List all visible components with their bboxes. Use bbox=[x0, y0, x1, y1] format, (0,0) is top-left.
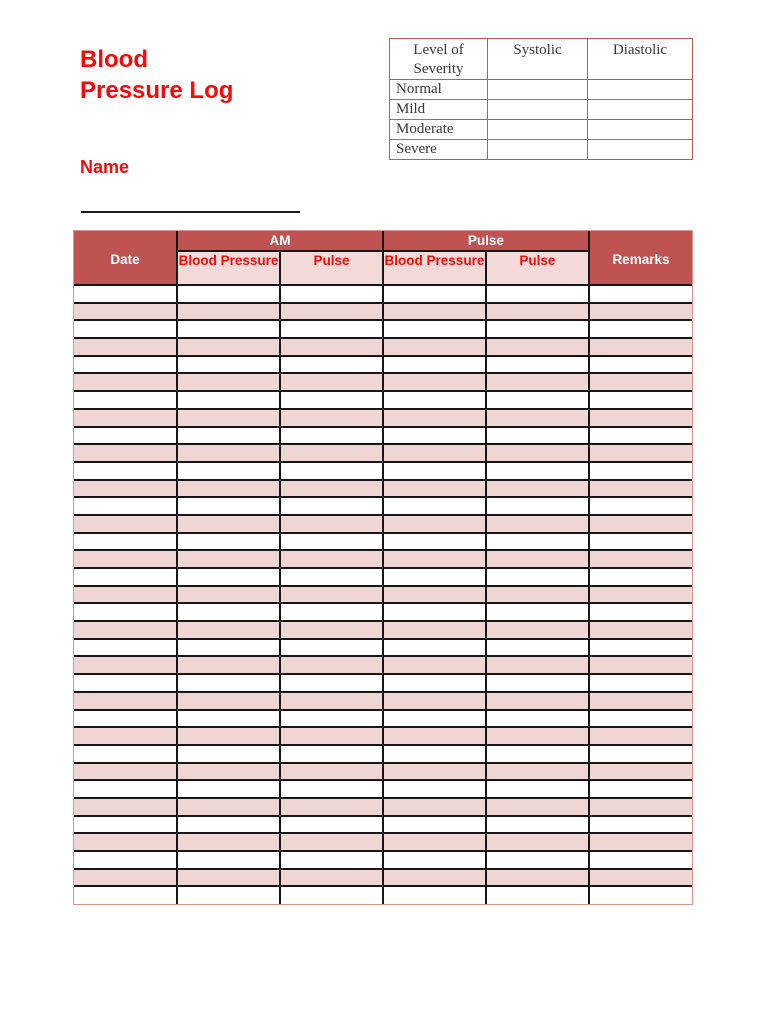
log-subheader-am-blood-pressure: Blood Pressure bbox=[177, 251, 280, 285]
log-cell-date bbox=[74, 727, 177, 745]
log-cell-pulse-blood-pressure bbox=[383, 603, 486, 621]
severity-header-systolic: Systolic bbox=[488, 39, 588, 80]
log-cell-pulse-blood-pressure bbox=[383, 356, 486, 374]
log-cell-pulse-pulse bbox=[486, 869, 589, 887]
log-cell-remarks bbox=[589, 373, 692, 391]
log-cell-am-blood-pressure bbox=[177, 480, 280, 498]
log-cell-am-blood-pressure bbox=[177, 550, 280, 568]
log-cell-pulse-blood-pressure bbox=[383, 444, 486, 462]
log-cell-pulse-blood-pressure bbox=[383, 639, 486, 657]
log-cell-pulse-pulse bbox=[486, 320, 589, 338]
log-cell-am-pulse bbox=[280, 497, 383, 515]
severity-row-mild bbox=[390, 100, 693, 120]
log-cell-pulse-pulse bbox=[486, 639, 589, 657]
log-cell-pulse-pulse bbox=[486, 303, 589, 321]
log-cell-pulse-blood-pressure bbox=[383, 409, 486, 427]
log-cell-am-blood-pressure bbox=[177, 515, 280, 533]
log-cell-pulse-blood-pressure bbox=[383, 621, 486, 639]
log-cell-remarks bbox=[589, 603, 692, 621]
log-row bbox=[74, 320, 692, 338]
log-cell-am-blood-pressure bbox=[177, 603, 280, 621]
log-table bbox=[74, 231, 692, 904]
log-cell-pulse-blood-pressure bbox=[383, 550, 486, 568]
log-cell-pulse-pulse bbox=[486, 710, 589, 728]
name-underline bbox=[81, 211, 300, 213]
log-cell-pulse-blood-pressure bbox=[383, 586, 486, 604]
log-cell-am-pulse bbox=[280, 851, 383, 869]
log-row bbox=[74, 745, 692, 763]
severity-label-severe: Severe bbox=[390, 140, 488, 160]
log-cell-pulse-blood-pressure bbox=[383, 568, 486, 586]
log-cell-am-pulse bbox=[280, 745, 383, 763]
log-cell-am-pulse bbox=[280, 391, 383, 409]
log-subheader-am-pulse: Pulse bbox=[280, 251, 383, 285]
log-row bbox=[74, 674, 692, 692]
log-cell-am-blood-pressure bbox=[177, 427, 280, 445]
log-cell-remarks bbox=[589, 462, 692, 480]
log-cell-am-pulse bbox=[280, 303, 383, 321]
log-cell-pulse-blood-pressure bbox=[383, 391, 486, 409]
log-header-am-group: AM bbox=[177, 231, 383, 251]
log-cell-date bbox=[74, 356, 177, 374]
log-cell-remarks bbox=[589, 444, 692, 462]
log-cell-pulse-pulse bbox=[486, 586, 589, 604]
severity-systolic-cell bbox=[488, 80, 588, 100]
log-cell-pulse-pulse bbox=[486, 798, 589, 816]
log-cell-am-blood-pressure bbox=[177, 869, 280, 887]
log-row bbox=[74, 710, 692, 728]
log-cell-date bbox=[74, 373, 177, 391]
log-row bbox=[74, 603, 692, 621]
log-cell-pulse-blood-pressure bbox=[383, 515, 486, 533]
severity-label-moderate: Moderate bbox=[390, 120, 488, 140]
log-cell-am-pulse bbox=[280, 674, 383, 692]
log-cell-date bbox=[74, 639, 177, 657]
log-cell-am-pulse bbox=[280, 710, 383, 728]
log-cell-remarks bbox=[589, 656, 692, 674]
log-cell-am-blood-pressure bbox=[177, 568, 280, 586]
log-cell-pulse-blood-pressure bbox=[383, 816, 486, 834]
log-row bbox=[74, 586, 692, 604]
log-header-remarks: Remarks bbox=[589, 231, 692, 285]
log-cell-am-blood-pressure bbox=[177, 886, 280, 904]
log-cell-am-blood-pressure bbox=[177, 816, 280, 834]
log-row bbox=[74, 303, 692, 321]
log-cell-am-pulse bbox=[280, 427, 383, 445]
log-cell-am-blood-pressure bbox=[177, 338, 280, 356]
log-row bbox=[74, 533, 692, 551]
log-row bbox=[74, 851, 692, 869]
severity-diastolic-cell bbox=[588, 80, 693, 100]
log-cell-am-blood-pressure bbox=[177, 303, 280, 321]
severity-header-diastolic: Diastolic bbox=[588, 39, 693, 80]
log-cell-am-blood-pressure bbox=[177, 533, 280, 551]
log-cell-pulse-blood-pressure bbox=[383, 462, 486, 480]
log-row bbox=[74, 550, 692, 568]
log-cell-date bbox=[74, 303, 177, 321]
log-cell-pulse-pulse bbox=[486, 816, 589, 834]
name-label: Name bbox=[80, 157, 130, 177]
log-cell-am-pulse bbox=[280, 727, 383, 745]
log-row bbox=[74, 798, 692, 816]
log-cell-date bbox=[74, 427, 177, 445]
log-cell-pulse-pulse bbox=[486, 674, 589, 692]
log-cell-am-pulse bbox=[280, 568, 383, 586]
log-row bbox=[74, 886, 692, 904]
log-cell-remarks bbox=[589, 568, 692, 586]
log-cell-remarks bbox=[589, 533, 692, 551]
log-cell-date bbox=[74, 692, 177, 710]
log-cell-am-pulse bbox=[280, 603, 383, 621]
log-cell-remarks bbox=[589, 621, 692, 639]
log-row bbox=[74, 833, 692, 851]
log-row bbox=[74, 656, 692, 674]
log-cell-am-blood-pressure bbox=[177, 320, 280, 338]
log-row bbox=[74, 373, 692, 391]
log-header-date: Date bbox=[74, 231, 177, 285]
log-cell-remarks bbox=[589, 480, 692, 498]
log-cell-remarks bbox=[589, 320, 692, 338]
log-cell-am-blood-pressure bbox=[177, 763, 280, 781]
log-row bbox=[74, 568, 692, 586]
log-cell-am-pulse bbox=[280, 462, 383, 480]
log-cell-am-blood-pressure bbox=[177, 586, 280, 604]
log-row bbox=[74, 338, 692, 356]
log-cell-remarks bbox=[589, 692, 692, 710]
log-cell-am-blood-pressure bbox=[177, 780, 280, 798]
log-cell-pulse-blood-pressure bbox=[383, 886, 486, 904]
log-cell-am-blood-pressure bbox=[177, 373, 280, 391]
log-cell-date bbox=[74, 656, 177, 674]
log-cell-remarks bbox=[589, 409, 692, 427]
log-cell-remarks bbox=[589, 586, 692, 604]
log-cell-pulse-pulse bbox=[486, 763, 589, 781]
log-cell-pulse-blood-pressure bbox=[383, 780, 486, 798]
log-cell-pulse-blood-pressure bbox=[383, 285, 486, 303]
log-cell-pulse-pulse bbox=[486, 656, 589, 674]
log-cell-pulse-pulse bbox=[486, 373, 589, 391]
severity-row-severe bbox=[390, 140, 693, 160]
log-cell-am-pulse bbox=[280, 515, 383, 533]
log-row bbox=[74, 444, 692, 462]
log-cell-am-pulse bbox=[280, 886, 383, 904]
log-cell-pulse-blood-pressure bbox=[383, 710, 486, 728]
log-cell-date bbox=[74, 869, 177, 887]
log-row bbox=[74, 692, 692, 710]
title-line-1: Blood bbox=[80, 46, 148, 73]
log-cell-pulse-blood-pressure bbox=[383, 480, 486, 498]
log-cell-am-blood-pressure bbox=[177, 710, 280, 728]
log-cell-remarks bbox=[589, 710, 692, 728]
severity-diastolic-cell bbox=[588, 120, 693, 140]
log-cell-am-blood-pressure bbox=[177, 285, 280, 303]
log-cell-am-blood-pressure bbox=[177, 656, 280, 674]
log-cell-pulse-blood-pressure bbox=[383, 497, 486, 515]
log-cell-am-pulse bbox=[280, 356, 383, 374]
log-cell-remarks bbox=[589, 816, 692, 834]
log-cell-date bbox=[74, 780, 177, 798]
log-row bbox=[74, 427, 692, 445]
log-row bbox=[74, 816, 692, 834]
log-cell-pulse-pulse bbox=[486, 285, 589, 303]
log-cell-date bbox=[74, 763, 177, 781]
log-cell-am-blood-pressure bbox=[177, 727, 280, 745]
log-row bbox=[74, 780, 692, 798]
log-cell-pulse-pulse bbox=[486, 409, 589, 427]
log-cell-date bbox=[74, 833, 177, 851]
log-cell-pulse-blood-pressure bbox=[383, 745, 486, 763]
log-cell-remarks bbox=[589, 427, 692, 445]
log-cell-pulse-pulse bbox=[486, 391, 589, 409]
severity-table bbox=[389, 38, 693, 160]
log-row bbox=[74, 356, 692, 374]
log-cell-am-blood-pressure bbox=[177, 798, 280, 816]
log-cell-pulse-pulse bbox=[486, 427, 589, 445]
log-cell-date bbox=[74, 391, 177, 409]
log-cell-am-blood-pressure bbox=[177, 444, 280, 462]
log-cell-pulse-blood-pressure bbox=[383, 303, 486, 321]
log-cell-remarks bbox=[589, 727, 692, 745]
log-cell-am-pulse bbox=[280, 816, 383, 834]
log-cell-am-pulse bbox=[280, 656, 383, 674]
log-cell-pulse-pulse bbox=[486, 515, 589, 533]
log-cell-pulse-pulse bbox=[486, 833, 589, 851]
log-cell-date bbox=[74, 603, 177, 621]
log-cell-remarks bbox=[589, 833, 692, 851]
log-cell-date bbox=[74, 710, 177, 728]
log-cell-am-blood-pressure bbox=[177, 356, 280, 374]
log-cell-am-pulse bbox=[280, 320, 383, 338]
log-cell-am-pulse bbox=[280, 338, 383, 356]
log-cell-remarks bbox=[589, 886, 692, 904]
log-cell-remarks bbox=[589, 763, 692, 781]
log-cell-pulse-pulse bbox=[486, 851, 589, 869]
log-cell-am-pulse bbox=[280, 780, 383, 798]
log-cell-pulse-pulse bbox=[486, 568, 589, 586]
log-subheader-pulse-blood-pressure: Blood Pressure bbox=[383, 251, 486, 285]
log-cell-am-pulse bbox=[280, 798, 383, 816]
log-row bbox=[74, 727, 692, 745]
log-cell-date bbox=[74, 497, 177, 515]
log-cell-pulse-pulse bbox=[486, 745, 589, 763]
log-row bbox=[74, 497, 692, 515]
log-row bbox=[74, 515, 692, 533]
log-cell-remarks bbox=[589, 515, 692, 533]
log-subheader-pulse-pulse: Pulse bbox=[486, 251, 589, 285]
log-cell-pulse-blood-pressure bbox=[383, 656, 486, 674]
log-cell-pulse-blood-pressure bbox=[383, 727, 486, 745]
log-cell-am-blood-pressure bbox=[177, 745, 280, 763]
log-cell-pulse-blood-pressure bbox=[383, 338, 486, 356]
severity-header-row bbox=[390, 39, 693, 80]
log-row bbox=[74, 391, 692, 409]
log-cell-date bbox=[74, 480, 177, 498]
log-row bbox=[74, 763, 692, 781]
log-cell-am-blood-pressure bbox=[177, 674, 280, 692]
severity-diastolic-cell bbox=[588, 140, 693, 160]
severity-systolic-cell bbox=[488, 100, 588, 120]
log-cell-pulse-blood-pressure bbox=[383, 869, 486, 887]
log-cell-date bbox=[74, 851, 177, 869]
log-cell-am-pulse bbox=[280, 480, 383, 498]
log-cell-pulse-pulse bbox=[486, 550, 589, 568]
log-cell-am-blood-pressure bbox=[177, 621, 280, 639]
log-row bbox=[74, 869, 692, 887]
log-cell-remarks bbox=[589, 391, 692, 409]
log-cell-date bbox=[74, 462, 177, 480]
log-cell-date bbox=[74, 533, 177, 551]
log-cell-pulse-blood-pressure bbox=[383, 427, 486, 445]
log-cell-date bbox=[74, 745, 177, 763]
log-cell-remarks bbox=[589, 356, 692, 374]
log-cell-pulse-pulse bbox=[486, 621, 589, 639]
log-cell-remarks bbox=[589, 798, 692, 816]
log-cell-date bbox=[74, 285, 177, 303]
log-cell-am-blood-pressure bbox=[177, 833, 280, 851]
severity-header-level: Level of Severity bbox=[390, 39, 488, 80]
severity-systolic-cell bbox=[488, 140, 588, 160]
log-cell-date bbox=[74, 621, 177, 639]
log-cell-date bbox=[74, 550, 177, 568]
log-row bbox=[74, 285, 692, 303]
log-cell-am-pulse bbox=[280, 373, 383, 391]
log-cell-date bbox=[74, 338, 177, 356]
log-cell-pulse-blood-pressure bbox=[383, 373, 486, 391]
log-cell-am-blood-pressure bbox=[177, 497, 280, 515]
log-cell-remarks bbox=[589, 851, 692, 869]
log-row bbox=[74, 409, 692, 427]
log-cell-remarks bbox=[589, 674, 692, 692]
log-cell-am-pulse bbox=[280, 586, 383, 604]
log-table-container bbox=[73, 230, 693, 905]
log-cell-am-blood-pressure bbox=[177, 851, 280, 869]
log-cell-am-pulse bbox=[280, 639, 383, 657]
log-header-group-row bbox=[74, 231, 692, 251]
log-cell-am-blood-pressure bbox=[177, 391, 280, 409]
log-row bbox=[74, 621, 692, 639]
log-cell-pulse-pulse bbox=[486, 462, 589, 480]
log-cell-remarks bbox=[589, 338, 692, 356]
log-row bbox=[74, 639, 692, 657]
log-cell-am-pulse bbox=[280, 444, 383, 462]
log-cell-pulse-pulse bbox=[486, 692, 589, 710]
log-cell-remarks bbox=[589, 780, 692, 798]
log-cell-remarks bbox=[589, 303, 692, 321]
log-cell-pulse-pulse bbox=[486, 603, 589, 621]
log-cell-am-pulse bbox=[280, 869, 383, 887]
log-cell-pulse-pulse bbox=[486, 727, 589, 745]
log-cell-pulse-pulse bbox=[486, 780, 589, 798]
severity-row-moderate bbox=[390, 120, 693, 140]
log-cell-am-pulse bbox=[280, 621, 383, 639]
title-line-2: Pressure Log bbox=[80, 77, 234, 104]
log-cell-date bbox=[74, 674, 177, 692]
log-row bbox=[74, 480, 692, 498]
document-title bbox=[80, 44, 233, 106]
log-cell-date bbox=[74, 320, 177, 338]
log-cell-am-pulse bbox=[280, 763, 383, 781]
log-cell-remarks bbox=[589, 550, 692, 568]
log-cell-date bbox=[74, 798, 177, 816]
log-cell-am-blood-pressure bbox=[177, 409, 280, 427]
log-cell-pulse-blood-pressure bbox=[383, 851, 486, 869]
log-header-pulse-group: Pulse bbox=[383, 231, 589, 251]
severity-row-normal bbox=[390, 80, 693, 100]
log-cell-am-pulse bbox=[280, 285, 383, 303]
log-cell-pulse-pulse bbox=[486, 497, 589, 515]
log-cell-date bbox=[74, 409, 177, 427]
log-cell-date bbox=[74, 515, 177, 533]
log-cell-pulse-blood-pressure bbox=[383, 798, 486, 816]
log-cell-am-pulse bbox=[280, 692, 383, 710]
log-cell-pulse-blood-pressure bbox=[383, 674, 486, 692]
log-cell-date bbox=[74, 444, 177, 462]
severity-diastolic-cell bbox=[588, 100, 693, 120]
log-cell-pulse-pulse bbox=[486, 886, 589, 904]
log-cell-am-pulse bbox=[280, 550, 383, 568]
log-cell-remarks bbox=[589, 639, 692, 657]
log-cell-am-pulse bbox=[280, 533, 383, 551]
log-cell-pulse-pulse bbox=[486, 356, 589, 374]
log-cell-remarks bbox=[589, 869, 692, 887]
log-cell-date bbox=[74, 886, 177, 904]
log-cell-am-pulse bbox=[280, 409, 383, 427]
log-cell-pulse-pulse bbox=[486, 338, 589, 356]
log-body bbox=[74, 285, 692, 904]
log-cell-am-blood-pressure bbox=[177, 462, 280, 480]
log-cell-pulse-pulse bbox=[486, 480, 589, 498]
log-cell-pulse-blood-pressure bbox=[383, 692, 486, 710]
log-cell-pulse-blood-pressure bbox=[383, 533, 486, 551]
log-cell-am-pulse bbox=[280, 833, 383, 851]
log-row bbox=[74, 462, 692, 480]
log-cell-pulse-blood-pressure bbox=[383, 833, 486, 851]
log-cell-pulse-blood-pressure bbox=[383, 763, 486, 781]
log-cell-pulse-pulse bbox=[486, 444, 589, 462]
severity-systolic-cell bbox=[488, 120, 588, 140]
log-cell-pulse-blood-pressure bbox=[383, 320, 486, 338]
log-cell-pulse-pulse bbox=[486, 533, 589, 551]
log-cell-am-blood-pressure bbox=[177, 639, 280, 657]
log-cell-date bbox=[74, 586, 177, 604]
log-cell-date bbox=[74, 568, 177, 586]
log-cell-am-blood-pressure bbox=[177, 692, 280, 710]
severity-label-mild: Mild bbox=[390, 100, 488, 120]
severity-label-normal: Normal bbox=[390, 80, 488, 100]
log-cell-date bbox=[74, 816, 177, 834]
log-cell-remarks bbox=[589, 285, 692, 303]
log-cell-remarks bbox=[589, 497, 692, 515]
log-cell-remarks bbox=[589, 745, 692, 763]
